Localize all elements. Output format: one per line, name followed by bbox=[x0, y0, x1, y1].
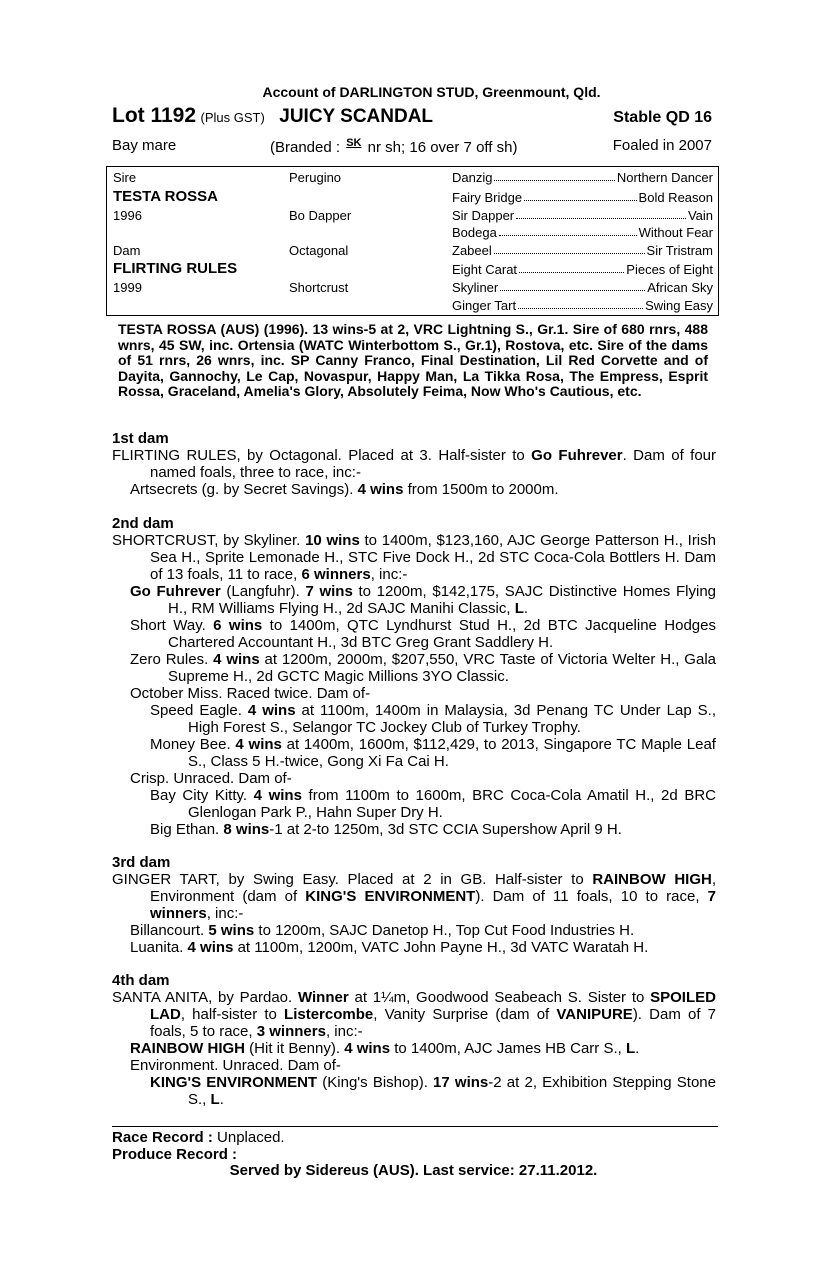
records bbox=[112, 1129, 716, 1163]
progeny-entry: RAINBOW HIGH (Hit it Benny). 4 wins to 1400m, AJC James HB Carr S., L. bbox=[130, 1040, 640, 1057]
progeny-entry: Go Fuhrever (Langfuhr). 7 wins to 1200m, $142,175, SAJC Distinctive Homes Flying H., RM Williams Flying H., 2d SAJC Manihi Classic, L. bbox=[130, 583, 716, 617]
dam-sire: Octagonal bbox=[289, 243, 349, 258]
sire-sire: Perugino bbox=[289, 170, 342, 185]
progeny-entry: October Miss. Raced twice. Dam of- bbox=[130, 685, 371, 702]
brand-prefix: (Branded : bbox=[270, 139, 341, 156]
grandparent-row: Zabeel Sir Tristram bbox=[452, 243, 713, 258]
sire-label: Sire bbox=[113, 170, 137, 185]
first-dam-section bbox=[112, 430, 716, 498]
dam-dam: Shortcrust bbox=[289, 280, 349, 295]
stable-code: Stable QD 16 bbox=[613, 109, 712, 126]
foaled-year: Foaled in 2007 bbox=[612, 137, 712, 154]
vendor-line: Account of DARLINGTON STUD, Greenmount, Qld. bbox=[262, 84, 601, 100]
served-by: Served by Sidereus (AUS). Last service: 27.11.2012. bbox=[229, 1162, 598, 1179]
grandparent-row: Danzig Northern Dancer bbox=[452, 170, 713, 185]
section-heading: 4th dam bbox=[112, 972, 170, 989]
progeny-entry: Environment. Unraced. Dam of- bbox=[130, 1057, 341, 1074]
progeny-entry: Billancourt. 5 wins to 1200m, SAJC Danetop H., Top Cut Food Industries H. bbox=[130, 922, 635, 939]
progeny-entry: Speed Eagle. 4 wins at 1100m, 1400m in Malaysia, 3d Penang TC Under Lap S., High Forest S., Selangor TC Jockey Club of Turkey Trophy. bbox=[150, 702, 716, 736]
grandparent-row: Skyliner African Sky bbox=[452, 280, 713, 295]
lot-header bbox=[112, 104, 712, 130]
grandparent-row: Ginger Tart Swing Easy bbox=[452, 298, 713, 313]
brand-suffix: nr sh; 16 over 7 off sh) bbox=[367, 139, 518, 156]
progeny-entry: Short Way. 6 wins to 1400m, QTC Lyndhurst Stud H., 2d BTC Jacqueline Hodges Chartered Accountant H., 3d BTC Greg Grant Saddlery H. bbox=[130, 617, 716, 651]
grandparent-row: Eight Carat Pieces of Eight bbox=[452, 262, 713, 277]
dam-name: FLIRTING RULES bbox=[113, 260, 238, 277]
progeny-entry: Zero Rules. 4 wins at 1200m, 2000m, $207,550, VRC Taste of Victoria Welter H., Gala Supreme H., 2d GCTC Magic Millions 3YO Classic. bbox=[130, 651, 716, 685]
dam-label: Dam bbox=[113, 243, 141, 258]
progeny-entry: Luanita. 4 wins at 1100m, 1200m, VATC John Payne H., 3d VATC Waratah H. bbox=[130, 939, 649, 956]
dam-paragraph: SHORTCRUST, by Skyliner. 10 wins to 1400m, $123,160, AJC George Patterson H., Irish Sea H., Sprite Lemonade H., STC Five Dock H., 2d STC Coca-Cola Bottlers H. Dam of 13 foals, 11 to race, 6 winners, inc:- bbox=[112, 532, 716, 583]
plus-gst: (Plus GST) bbox=[200, 110, 265, 125]
progeny-entry: Big Ethan. 8 wins-1 at 2-to 1250m, 3d STC CCIA Supershow April 9 H. bbox=[150, 821, 622, 838]
dam-paragraph: GINGER TART, by Swing Easy. Placed at 2 in GB. Half-sister to RAINBOW HIGH, Environment (dam of KING'S ENVIRONMENT). Dam of 11 foals, 10 to race, 7 winners, inc:- bbox=[112, 871, 716, 922]
third-dam-section bbox=[112, 854, 716, 956]
section-heading: 3rd dam bbox=[112, 854, 171, 871]
progeny-entry: Bay City Kitty. 4 wins from 1100m to 1600m, BRC Coca-Cola Amatil H., 2d BRC Glenlogan Park P., Hahn Super Dry H. bbox=[150, 787, 716, 821]
second-dam-section bbox=[112, 515, 716, 838]
fourth-dam-section bbox=[112, 972, 716, 1108]
sire-year: 1996 bbox=[113, 208, 142, 223]
horse-description: Bay mare bbox=[112, 137, 177, 154]
sire-dam: Bo Dapper bbox=[289, 208, 352, 223]
produce-record: Produce Record : bbox=[112, 1146, 238, 1163]
brand-mark-icon: SK bbox=[346, 137, 362, 149]
grandparent-row: Fairy Bridge Bold Reason bbox=[452, 190, 713, 205]
race-record: Race Record : Unplaced. bbox=[112, 1129, 285, 1146]
lot-number: Lot 1192 bbox=[112, 104, 197, 127]
progeny-entry: Money Bee. 4 wins at 1400m, 1600m, $112,429, to 2013, Singapore TC Maple Leaf S., Class 5 H.-twice, Gong Xi Fa Cai H. bbox=[150, 736, 716, 770]
grandparent-row: Sir Dapper Vain bbox=[452, 208, 713, 223]
progeny-entry: Crisp. Unraced. Dam of- bbox=[130, 770, 292, 787]
horse-name: JUICY SCANDAL bbox=[279, 106, 434, 127]
dam-paragraph: SANTA ANITA, by Pardao. Winner at 1¼m, Goodwood Seabeach S. Sister to SPOILED LAD, half-sister to Listercombe, Vanity Surprise (dam of VANIPURE). Dam of 7 foals, 5 to race, 3 winners, inc:- bbox=[112, 989, 717, 1040]
description-line bbox=[112, 137, 712, 154]
sire-summary: TESTA ROSSA (AUS) (1996). 13 wins-5 at 2, VRC Lightning S., Gr.1. Sire of 680 rnrs, 488 wnrs, 45 SW, inc. Ortensia (WATC Winterbottom S., Gr.1), Rostova, etc. Sire of the dams of 51 rnrs, 26 wnrs, inc. SP Canny Franco, Final Destination, Lil Red Corvette and of Dayita, Gannochy, Le Cap, Novaspur, Happy Man, La Tikka Rosa, The Empress, Esprit Rossa, Graceland, Amelia's Glory, Absolutely Feima, Now Who's Cautious, etc. bbox=[118, 321, 708, 399]
progeny-entry: Artsecrets (g. by Secret Savings). 4 wins from 1500m to 2000m. bbox=[130, 481, 559, 498]
dam-paragraph: FLIRTING RULES, by Octagonal. Placed at 3. Half-sister to Go Fuhrever. Dam of four named foals, three to race, inc:- bbox=[112, 447, 717, 481]
progeny-entry: KING'S ENVIRONMENT (King's Bishop). 17 wins-2 at 2, Exhibition Stepping Stone S., L. bbox=[150, 1074, 716, 1108]
brand-info bbox=[270, 137, 517, 156]
dam-year: 1999 bbox=[113, 280, 142, 295]
divider bbox=[112, 1126, 718, 1127]
grandparent-row: Bodega Without Fear bbox=[452, 225, 713, 240]
section-heading: 1st dam bbox=[112, 430, 169, 447]
pedigree-table bbox=[106, 166, 719, 316]
section-heading: 2nd dam bbox=[112, 515, 174, 532]
sire-name: TESTA ROSSA bbox=[113, 188, 219, 205]
